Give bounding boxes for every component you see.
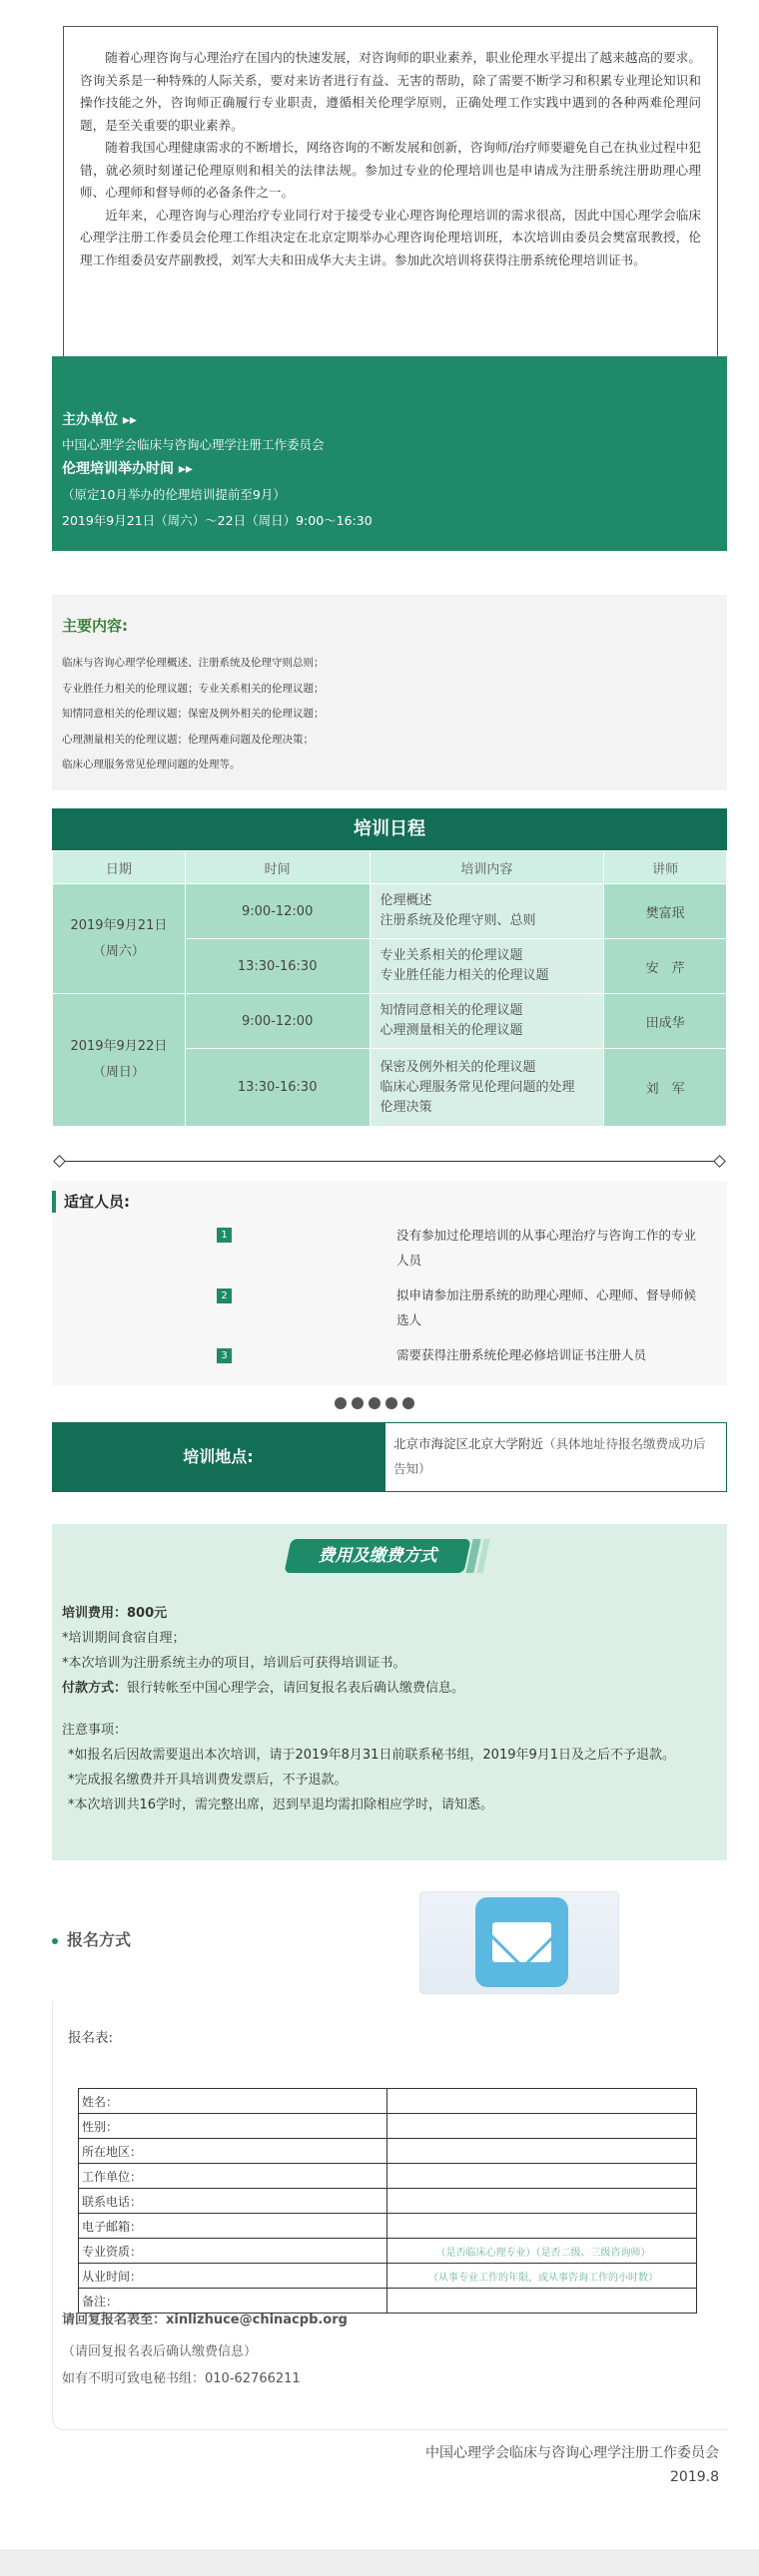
row-content [370, 994, 604, 1049]
reply-email[interactable]: 请回复报名表至：xinlizhuce@chinacpb.org [62, 2313, 348, 2327]
registration-title: 报名方式 [67, 1930, 132, 1949]
table-row [79, 2189, 697, 2214]
table-row [79, 2239, 697, 2264]
registration-form-table [78, 2088, 697, 2314]
payment-row [62, 1676, 717, 1701]
audience-section [52, 1181, 727, 1385]
intro-paragraph-3: 近年来，心理咨询与心理治疗专业同行对于接受专业心理咨询伦理培训的需求很高，因此中国心理学会临床心理学注册工作委员会伦理工作组决定在北京定期举办心理咨询伦理培训班，本次培训由委员会樊富珉教授，伦理工作组委员安芹副教授，刘军大夫和田成华大夫主讲。参加此次培训将获得注册系统伦理培训证书。 [80, 207, 701, 267]
fee-note: *本次培训为注册系统主办的项目，培训后可获得培训证书。 [62, 1656, 406, 1671]
field-value [387, 2214, 697, 2239]
field-value [387, 2139, 697, 2164]
row-lecturer: 安 芹 [604, 939, 727, 994]
dot-icon [335, 1397, 347, 1409]
day2-weekday: （周日） [92, 1065, 145, 1080]
venue-value-box [384, 1422, 727, 1492]
row-content-line: 专业胜任能力相关的伦理议题 [380, 968, 549, 983]
audience-item: 需要获得注册系统伦理必修培训证书注册人员 [396, 1347, 647, 1362]
header-time: 时间 [185, 851, 370, 884]
row-time: 9:00-12:00 [185, 994, 370, 1049]
sponsor-section [52, 356, 727, 551]
dot-icon [369, 1397, 380, 1409]
dot-icon [352, 1397, 364, 1409]
row-content [370, 939, 604, 994]
registration-box [52, 2001, 727, 2430]
dots-decoration [335, 1394, 414, 1412]
payment-text: 银行转帐至中国心理学会，请回复报名表后确认缴费信息。 [127, 1681, 465, 1696]
number-badge: 2 [217, 1288, 232, 1303]
row-lecturer: 刘 军 [604, 1049, 727, 1127]
table-row [79, 2114, 697, 2139]
main-contents-section [52, 595, 727, 790]
attention-item: *如报名后因故需要退出本次培训，请于2019年8月31日前联系秘书组，2019年9月1日及之后不予退款。 [68, 1748, 676, 1763]
time-heading: 伦理培训举办时间 ▸▸ [62, 461, 193, 477]
day2-date: 2019年9月22日 [70, 1039, 168, 1054]
row-content-line: 伦理概述 [380, 893, 432, 908]
field-value [387, 2289, 697, 2314]
intro-box [63, 26, 718, 378]
contact-phone: 如有不明可致电秘书组：010-62766211 [62, 2371, 301, 2386]
attention-item: *完成报名缴费并开具培训费发票后，不予退款。 [68, 1773, 348, 1788]
row-time: 13:30-16:30 [185, 1049, 370, 1127]
contents-item: 知情同意相关的伦理议题；保密及例外相关的伦理议题； [62, 708, 325, 720]
number-badge: 1 [217, 1228, 232, 1243]
audience-item: 没有参加过伦理培训的从事心理治疗与咨询工作的专业人员 [396, 1228, 697, 1268]
fee-body [62, 1601, 717, 1817]
attention-label: 注意事项： [62, 1723, 128, 1738]
contents-item: 临床与咨询心理学伦理概述、注册系统及伦理守则总则； [62, 657, 325, 669]
contents-item: 临床心理服务常见伦理问题的处理等。 [62, 759, 241, 771]
time-note: （原定10月举办的伦理培训提前至9月） [62, 487, 286, 502]
row-lecturer: 田成华 [604, 994, 727, 1049]
field-label: 从业时间： [79, 2264, 387, 2289]
row-content-line: 心理测量相关的伦理议题 [380, 1023, 523, 1038]
fee-badge-text: 费用及缴费方式 [318, 1546, 437, 1566]
intro-paragraph-2: 随着我国心理健康需求的不断增长，网络咨询的不断发展和创新，咨询师/治疗师要避免自己在执业过程中犯错，就必须时刻谨记伦理原则和相关的法律法规。参加过专业的伦理培训也是申请成为注册系统注册助理心理师、心理师和督导师的必备条件之一。 [80, 140, 701, 200]
table-row [79, 2089, 697, 2114]
header-content: 培训内容 [370, 851, 604, 884]
spacer [62, 1701, 717, 1718]
payment-label: 付款方式： [62, 1681, 128, 1696]
row-content-line: 注册系统及伦理守则、总则 [380, 913, 536, 928]
row-content [370, 884, 604, 939]
day2-date-cell [53, 994, 186, 1127]
bottom-band [0, 2549, 759, 2576]
row-lecturer: 樊富珉 [604, 884, 727, 939]
field-value [387, 2114, 697, 2139]
day1-weekday: （周六） [92, 943, 145, 959]
contents-title: 主要内容: [62, 617, 128, 635]
field-value [387, 2189, 697, 2214]
mail-icon [475, 1897, 568, 1987]
time-value: 2019年9月21日（周六）～22日（周日）9:00～16:30 [62, 513, 373, 528]
table-row [79, 2139, 697, 2164]
table-row [79, 2214, 697, 2239]
title-accent-bar [52, 1191, 56, 1213]
field-label: 工作单位： [79, 2164, 387, 2189]
dot-icon [402, 1397, 414, 1409]
header-date: 日期 [53, 851, 186, 884]
venue-value: 北京市海淀区北京大学附近 [393, 1436, 544, 1451]
schedule-header-row [53, 851, 727, 884]
field-label: 联系电话： [79, 2189, 387, 2214]
header-lecturer: 讲师 [604, 851, 727, 884]
field-label: 性别： [79, 2114, 387, 2139]
attention-item: *本次培训共16学时，需完整出席，迟到早退均需扣除相应学时，请知悉。 [68, 1798, 494, 1812]
table-row [53, 994, 727, 1049]
contents-item: 专业胜任力相关的伦理议题；专业关系相关的伦理议题； [62, 682, 325, 695]
fee-amount: 培训费用：800元 [62, 1606, 168, 1621]
table-row [79, 2264, 697, 2289]
schedule-title: 培训日程 [52, 808, 727, 850]
audience-item: 拟申请参加注册系统的助理心理师、心理师、督导师候选人 [396, 1288, 697, 1327]
row-content-line: 临床心理服务常见伦理问题的处理 [380, 1079, 575, 1095]
field-hint: （从事专业工作的年限，或从事咨询工作的小时数） [387, 2264, 697, 2289]
table-row [79, 2164, 697, 2189]
divider-line [63, 1161, 716, 1162]
table-row [53, 884, 727, 939]
form-label: 报名表: [68, 2030, 114, 2046]
fee-badge [288, 1539, 487, 1573]
row-time: 9:00-12:00 [185, 884, 370, 939]
fee-note: *培训期间食宿自理； [62, 1631, 186, 1646]
number-badge: 3 [217, 1348, 232, 1363]
footer-organization: 中国心理学会临床与咨询心理学注册工作委员会 [425, 2445, 719, 2461]
diamond-icon [53, 1155, 66, 1168]
venue-label: 培训地点: [52, 1422, 384, 1492]
row-content-line: 伦理决策 [380, 1099, 432, 1115]
day1-date-cell [53, 884, 186, 994]
field-label: 电子邮箱： [79, 2214, 387, 2239]
field-label: 所在地区： [79, 2139, 387, 2164]
schedule-table [52, 850, 727, 1127]
field-value [387, 2089, 697, 2114]
row-content-line: 专业关系相关的伦理议题 [380, 948, 523, 963]
field-label: 备注： [79, 2289, 387, 2314]
host-heading: 主办单位 ▸▸ [62, 412, 137, 428]
intro-paragraph-1: 随着心理咨询与心理治疗在国内的快速发展，对咨询师的职业素养，职业伦理水平提出了越来越高的要求。咨询关系是一种特殊的人际关系，要对来访者进行有益、无害的帮助，除了需要不断学习和积累专业理论知识和操作技能之外，咨询师正确履行专业职责，遵循相关伦理学原则，正确处理工作实践中遇到的各种两难伦理问题，是至关重要的职业素养。 [80, 50, 701, 133]
row-time: 13:30-16:30 [185, 939, 370, 994]
row-content-line: 知情同意相关的伦理议题 [380, 1003, 523, 1018]
dot-icon [385, 1397, 397, 1409]
venue-section [52, 1422, 727, 1492]
section-divider [55, 1156, 724, 1168]
bullet-icon [52, 1938, 58, 1944]
row-content-line: 保密及例外相关的伦理议题 [380, 1059, 536, 1075]
venue-note: （具体地址待报名缴费成功后告知） [393, 1436, 706, 1476]
host-name: 中国心理学会临床与咨询心理学注册工作委员会 [62, 437, 325, 452]
diamond-icon [713, 1155, 726, 1168]
field-label: 姓名： [79, 2089, 387, 2114]
day1-date: 2019年9月21日 [70, 917, 168, 933]
footer-date: 2019.8 [670, 2469, 719, 2485]
field-label: 专业资质： [79, 2239, 387, 2264]
field-value [387, 2164, 697, 2189]
envelope-image [419, 1891, 619, 1994]
field-hint: （是否临床心理专业）（是否二级、三级咨询师） [387, 2239, 697, 2264]
row-content [370, 1049, 604, 1127]
audience-title: 适宜人员: [64, 1193, 130, 1211]
contents-item: 心理测量相关的伦理议题；伦理两难问题及伦理决策； [62, 733, 314, 746]
confirm-note: （请回复报名表后确认缴费信息） [62, 2344, 258, 2359]
fee-section [52, 1524, 727, 1860]
